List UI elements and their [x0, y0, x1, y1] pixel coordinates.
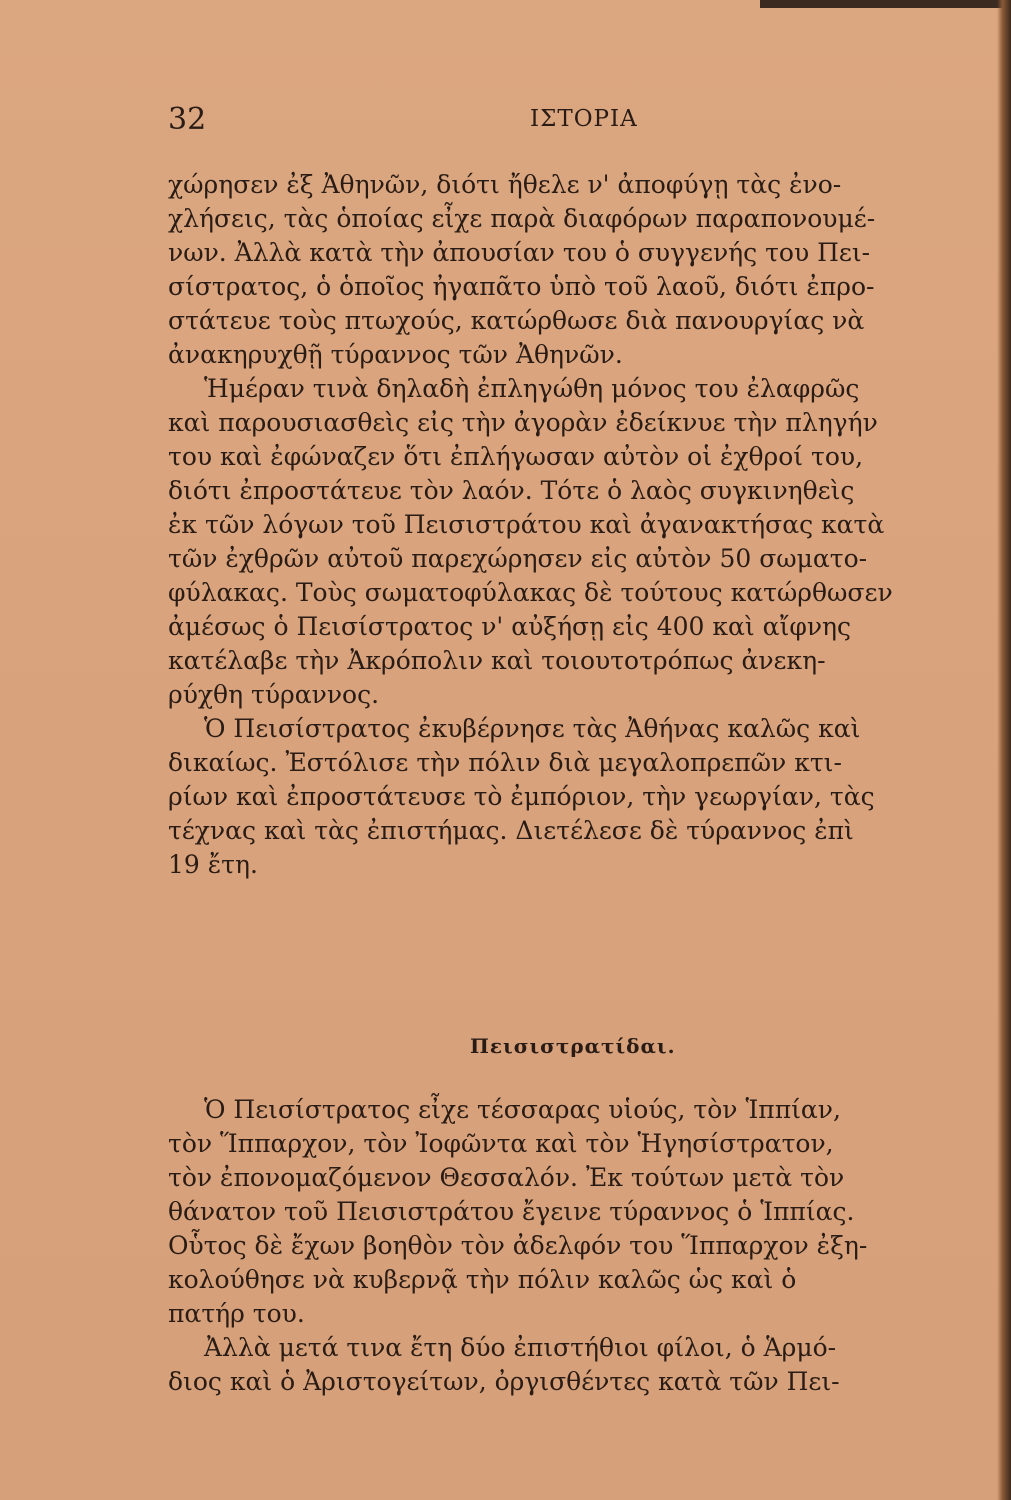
page-number: 32: [168, 102, 207, 137]
text-line: πατήρ του.: [168, 1299, 305, 1328]
text-line: νων. Ἀλλὰ κατὰ τὴν ἀπουσίαν του ὁ συγγενής του Πει-: [168, 238, 871, 267]
text-line: ἀνακηρυχθῇ τύραννος τῶν Ἀθηνῶν.: [168, 340, 623, 369]
section-text: [168, 1093, 998, 1399]
text-line: κατέλαβε τὴν Ἀκρόπολιν καὶ τοιουτοτρόπως ἀνεκη-: [168, 646, 826, 675]
text-line: κολούθησε νὰ κυβερνᾷ τὴν πόλιν καλῶς ὡς καὶ ὁ: [168, 1265, 797, 1294]
section-heading: Πεισιστρατίδαι.: [470, 1034, 676, 1058]
text-line: σίστρατος, ὁ ὁποῖος ἠγαπᾶτο ὑπὸ τοῦ λαοῦ, διότι ἐπρο-: [168, 272, 875, 301]
text-line: Οὗτος δὲ ἔχων βοηθὸν τὸν ἀδελφόν του Ἵππαρχον ἐξη-: [168, 1231, 868, 1260]
text-line: Ὁ Πεισίστρατος ἐκυβέρνησε τὰς Ἀθήνας καλῶς καὶ: [204, 714, 861, 743]
text-line: διος καὶ ὁ Ἀριστογείτων, ὀργισθέντες κατὰ τῶν Πει-: [168, 1367, 840, 1396]
text-line: φύλακας. Τοὺς σωματοφύλακας δὲ τούτους κατώρθωσεν: [168, 578, 893, 607]
text-line: Ὁ Πεισίστρατος εἶχε τέσσαρας υἱούς, τὸν Ἱππίαν,: [204, 1095, 841, 1124]
text-line: τὸν ἐπονομαζόμενον Θεσσαλόν. Ἐκ τούτων μετὰ τὸν: [168, 1163, 845, 1192]
text-line: του καὶ ἐφώναζεν ὅτι ἐπλήγωσαν αὐτὸν οἱ ἐχθροί του,: [168, 442, 864, 471]
text-line: χλήσεις, τὰς ὁποίας εἶχε παρὰ διαφόρων παραπονουμέ-: [168, 204, 876, 233]
text-line: ρίων καὶ ἐπροστάτευσε τὸ ἐμπόριον, τὴν γεωργίαν, τὰς: [168, 782, 875, 811]
body-text: [168, 168, 998, 882]
text-line: ἀμέσως ὁ Πεισίστρατος ν' αὐξήσῃ εἰς 400 καὶ αἴφνης: [168, 612, 852, 641]
text-line: Ἡμέραν τινὰ δηλαδὴ ἐπληγώθη μόνος του ἐλαφρῶς: [204, 374, 860, 403]
text-line: 19 ἔτη.: [168, 850, 258, 879]
text-line: καὶ παρουσιασθεὶς εἰς τὴν ἀγορὰν ἐδείκνυε τὴν πληγήν: [168, 408, 878, 437]
text-line: τέχνας καὶ τὰς ἐπιστήμας. Διετέλεσε δὲ τύραννος ἐπὶ: [168, 816, 854, 845]
text-line: διότι ἐπροστάτευε τὸν λαόν. Τότε ὁ λαὸς συγκινηθεὶς: [168, 476, 855, 505]
text-line: ἐκ τῶν λόγων τοῦ Πεισιστράτου καὶ ἀγανακτήσας κατὰ: [168, 510, 885, 539]
page-header: [160, 100, 980, 150]
text-line: δικαίως. Ἐστόλισε τὴν πόλιν διὰ μεγαλοπρεπῶν κτι-: [168, 748, 842, 777]
page-top-edge: [760, 0, 1011, 8]
text-line: τῶν ἐχθρῶν αὐτοῦ παρεχώρησεν εἰς αὐτὸν 50 σωματο-: [168, 544, 868, 573]
running-title: ΙΣΤΟΡΙΑ: [530, 106, 638, 132]
text-line: στάτευε τοὺς πτωχούς, κατώρθωσε διὰ πανουργίας νὰ: [168, 306, 865, 335]
text-line: θάνατον τοῦ Πεισιστράτου ἔγεινε τύραννος ὁ Ἱππίας.: [168, 1197, 855, 1226]
text-line: Ἀλλὰ μετά τινα ἔτη δύο ἐπιστήθιοι φίλοι, ὁ Ἁρμό-: [204, 1333, 837, 1362]
text-line: τὸν Ἵππαρχον, τὸν Ἰοφῶντα καὶ τὸν Ἡγησίστρατον,: [168, 1129, 834, 1158]
page-binding-edge: [997, 0, 1011, 1500]
text-line: χώρησεν ἐξ Ἀθηνῶν, διότι ἤθελε ν' ἀποφύγῃ τὰς ἐνο-: [168, 170, 842, 199]
text-line: ρύχθη τύραννος.: [168, 680, 380, 709]
